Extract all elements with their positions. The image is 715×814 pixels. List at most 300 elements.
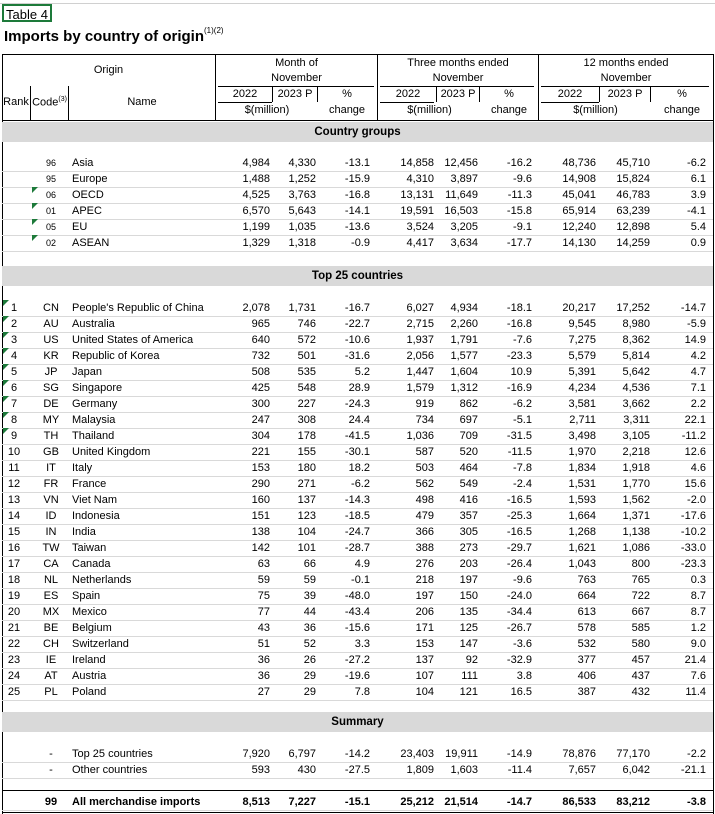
name-cell: United Kingdom: [72, 446, 151, 458]
month-2023-cell: 5,643: [288, 205, 316, 217]
rank-cell: 3: [10, 334, 18, 346]
three-2022-cell: 14,858: [400, 157, 434, 169]
three-2023-cell: 19,911: [445, 748, 478, 760]
header-twelve-sub-border: [541, 86, 709, 87]
twelve-2023-cell: 17,252: [616, 302, 650, 314]
three-2023-cell: 203: [459, 558, 478, 570]
country-row[interactable]: [0, 476, 715, 492]
cell-comment-indicator: [32, 203, 38, 209]
three-2023-cell: 11,649: [445, 189, 478, 201]
three-2023-cell: 862: [459, 398, 478, 410]
header-three-sub-border: [380, 86, 534, 87]
three-2022-cell: 498: [415, 494, 434, 506]
three-pct-cell: -18.1: [506, 302, 532, 314]
twelve-2023-cell: 46,783: [616, 189, 650, 201]
group-row[interactable]: [0, 155, 715, 171]
country-row[interactable]: [0, 604, 715, 620]
three-2022-cell: 503: [415, 462, 434, 474]
rank-cell: 24: [7, 670, 21, 682]
name-cell: Singapore: [72, 382, 123, 394]
twelve-2022-cell: 377: [577, 654, 596, 666]
month-pct-cell: -30.1: [344, 446, 370, 458]
twelve-pct-cell: 4.6: [690, 462, 706, 474]
month-2022-cell: 8,513: [242, 796, 270, 808]
month-pct-cell: -22.7: [344, 318, 370, 330]
title-footnote: (1)(2): [204, 26, 224, 35]
country-row[interactable]: [0, 524, 715, 540]
twelve-pct-cell: 4.7: [690, 366, 706, 378]
three-pct-cell: -25.3: [506, 510, 532, 522]
code-header: [31, 96, 68, 109]
section-summary: Summary: [2, 712, 713, 732]
code-cell: CH: [43, 638, 59, 650]
month-pct-cell: -27.2: [344, 654, 370, 666]
name-cell: Europe: [72, 173, 108, 185]
twelve-2022-cell: 7,657: [568, 764, 596, 776]
country-row[interactable]: [0, 636, 715, 652]
three-2022-cell: 587: [415, 446, 434, 458]
three-pct-cell: -15.8: [506, 205, 532, 217]
month-2023-cell: 66: [303, 558, 316, 570]
name-cell: Germany: [72, 398, 118, 410]
three-2023-cell: 3,897: [450, 173, 478, 185]
country-row[interactable]: [0, 316, 715, 332]
month-pct-cell: -14.2: [344, 748, 370, 760]
twelve-2023-cell: 437: [631, 670, 650, 682]
three-2022-cell: 479: [415, 510, 434, 522]
twelve-2023-cell: 83,212: [616, 796, 650, 808]
name-cell: Mexico: [72, 606, 107, 618]
month-pct-cell: -15.1: [344, 796, 370, 808]
twelve-pct-cell: 1.2: [690, 622, 706, 634]
month-pct-header: %: [342, 88, 352, 100]
rank-cell: 13: [7, 494, 21, 506]
country-row[interactable]: [0, 444, 715, 460]
three-2022-cell: 6,027: [406, 302, 434, 314]
code-cell: BE: [43, 622, 59, 634]
three-2022-cell: 919: [415, 398, 434, 410]
month-pct-cell: -13.1: [344, 157, 370, 169]
three-2022-cell: 25,212: [400, 796, 434, 808]
country-row[interactable]: [0, 332, 715, 348]
month-2022-cell: 63: [257, 558, 270, 570]
twelve-pct-cell: -17.6: [680, 510, 706, 522]
three-pct-cell: -31.5: [506, 430, 532, 442]
code-cell: SG: [43, 382, 59, 394]
country-row[interactable]: [0, 668, 715, 684]
twelve-pct-cell: -2.0: [687, 494, 706, 506]
month-pct-cell: 28.9: [348, 382, 370, 394]
three-change-header: change: [490, 104, 528, 116]
rank-cell: 25: [7, 686, 21, 698]
name-cell: France: [72, 478, 107, 490]
hdr-unit-line-3: [541, 102, 599, 103]
three-2023-cell: 3,634: [450, 237, 478, 249]
month-2022-cell: 59: [257, 574, 270, 586]
code-cell: -: [49, 764, 53, 776]
month-pct-cell: -48.0: [344, 590, 370, 602]
country-row[interactable]: [0, 460, 715, 476]
cell-comment-indicator: [3, 316, 9, 322]
name-cell: Italy: [72, 462, 93, 474]
three-2023-cell: 1,604: [450, 366, 478, 378]
month-2023-cell: 123: [297, 510, 316, 522]
month-2023-cell: 4,330: [288, 157, 316, 169]
group-row[interactable]: [0, 187, 715, 203]
rank-cell: 21: [7, 622, 21, 634]
three-pct-cell: -3.6: [513, 638, 532, 650]
three-pct-cell: -5.1: [513, 414, 532, 426]
name-cell: Indonesia: [72, 510, 120, 522]
twelve-pct-cell: -3.8: [687, 796, 706, 808]
twelve-pct-cell: -11.2: [681, 430, 706, 442]
twelve-2022-cell: 664: [577, 590, 596, 602]
code-cell: 99: [44, 796, 58, 808]
code-cell: AT: [44, 670, 58, 682]
three-pct-cell: -7.6: [513, 334, 532, 346]
cell-comment-indicator: [3, 364, 9, 370]
month-2022-cell: 36: [257, 654, 270, 666]
month-2023-cell: 52: [303, 638, 316, 650]
cell-text: Table 4: [6, 7, 48, 22]
month-pct-cell: -18.5: [344, 510, 370, 522]
three-2023-cell: 305: [459, 526, 478, 538]
month-2023-cell: 155: [297, 446, 316, 458]
three-2022-cell: 2,715: [406, 318, 434, 330]
twelve-2022-cell: 12,240: [562, 221, 596, 233]
name-cell: APEC: [72, 205, 102, 217]
rank-cell: 7: [10, 398, 18, 410]
twelve-2022-cell: 45,041: [562, 189, 596, 201]
three-pct-cell: -6.2: [513, 398, 532, 410]
twelve-2022-cell: 48,736: [562, 157, 596, 169]
month-2022-cell: 151: [251, 510, 270, 522]
code-cell: CA: [43, 558, 59, 570]
name-cell: Taiwan: [72, 542, 107, 554]
twelve-2022-cell: 65,914: [562, 205, 596, 217]
code-cell: TH: [43, 430, 59, 442]
three-2022-cell: 1,579: [406, 382, 434, 394]
month-2022-cell: 290: [251, 478, 270, 490]
three-2022-cell: 388: [415, 542, 434, 554]
summary-row[interactable]: [0, 746, 715, 762]
twelve-2022-cell: 9,545: [568, 318, 596, 330]
name-cell: Ireland: [72, 654, 106, 666]
code-cell: FR: [43, 478, 59, 490]
country-row[interactable]: [0, 364, 715, 380]
cell-comment-indicator: [3, 428, 9, 434]
three-2022-cell: 153: [415, 638, 434, 650]
month-pct-cell: -16.8: [344, 189, 370, 201]
month-pct-cell: -16.7: [344, 302, 370, 314]
twelve-2022-cell: 1,043: [568, 558, 596, 570]
three-pct-cell: -23.3: [506, 350, 532, 362]
month-2022-cell: 138: [251, 526, 270, 538]
three-2023-cell: 709: [459, 430, 478, 442]
rank-cell: 20: [7, 606, 21, 618]
month-pct-cell: -41.5: [344, 430, 370, 442]
rank-cell: 10: [7, 446, 21, 458]
name-cell: Poland: [72, 686, 107, 698]
three-2023-cell: 111: [461, 670, 478, 682]
three-2023-cell: 1,577: [450, 350, 478, 362]
month-2022-cell: 593: [251, 764, 270, 776]
group-row[interactable]: [0, 219, 715, 235]
three-pct-cell: -14.7: [506, 796, 532, 808]
month-2022-cell: 425: [251, 382, 270, 394]
month-2023-cell: 36: [303, 622, 316, 634]
month-2023-cell: 59: [303, 574, 316, 586]
twelve-2023-cell: 8,980: [622, 318, 650, 330]
code-cell: GB: [43, 446, 59, 458]
twelve-pct-cell: -6.2: [687, 157, 706, 169]
twelve-2023-header: 2023 P: [607, 88, 643, 100]
twelve-pct-cell: 11.4: [685, 686, 706, 698]
twelve-2023-cell: 667: [631, 606, 650, 618]
twelve-2023-cell: 1,770: [622, 478, 650, 490]
month-2023-cell: 1,035: [288, 221, 316, 233]
three-unit-header: $(million): [407, 104, 452, 116]
three-2023-header: 2023 P: [440, 88, 476, 100]
three-2023-cell: 147: [459, 638, 478, 650]
month-unit-header: $(million): [244, 104, 290, 116]
twelve-pct-cell: 3.9: [690, 189, 706, 201]
three-pct-cell: -11.5: [507, 446, 532, 458]
twelve-2023-cell: 5,642: [622, 366, 650, 378]
summary-row[interactable]: [0, 762, 715, 778]
twelve-2022-cell: 532: [577, 638, 596, 650]
three-2023-cell: 1,603: [450, 764, 478, 776]
code-cell: ES: [43, 590, 59, 602]
country-row[interactable]: [0, 508, 715, 524]
name-cell: Belgium: [72, 622, 112, 634]
month-2022-cell: 1,488: [242, 173, 270, 185]
twelve-2022-cell: 3,581: [568, 398, 596, 410]
total-row[interactable]: [0, 794, 715, 810]
three-pct-cell: -16.5: [506, 494, 532, 506]
country-row[interactable]: [0, 572, 715, 588]
month-header-line2: November: [271, 72, 322, 84]
total-top-border: [2, 790, 713, 791]
country-row[interactable]: [0, 540, 715, 556]
hdr-unit-line-1: [218, 102, 272, 103]
three-2022-cell: 23,403: [400, 748, 434, 760]
month-2022-cell: 27: [257, 686, 270, 698]
twelve-2022-cell: 578: [577, 622, 596, 634]
month-2023-cell: 308: [297, 414, 316, 426]
month-2022-cell: 640: [251, 334, 270, 346]
month-pct-cell: 18.2: [348, 462, 370, 474]
country-row[interactable]: [0, 492, 715, 508]
three-2022-cell: 104: [415, 686, 434, 698]
code-cell: JP: [44, 366, 58, 378]
month-2022-cell: 51: [257, 638, 270, 650]
country-row[interactable]: [0, 380, 715, 396]
three-2022-header: 2022: [395, 88, 421, 100]
rank-cell: 17: [7, 558, 21, 570]
twelve-pct-cell: -5.9: [687, 318, 706, 330]
three-pct-cell: -26.7: [506, 622, 532, 634]
rank-cell: 14: [7, 510, 21, 522]
cell-comment-indicator: [3, 396, 9, 402]
month-2022-cell: 2,078: [242, 302, 270, 314]
name-cell: EU: [72, 221, 88, 233]
code-cell: TW: [42, 542, 60, 554]
rank-cell: 18: [7, 574, 21, 586]
group-row[interactable]: [0, 171, 715, 187]
twelve-pct-cell: -14.7: [680, 302, 706, 314]
twelve-pct-cell: 0.9: [690, 237, 706, 249]
three-pct-cell: -16.9: [506, 382, 532, 394]
three-2023-cell: 92: [465, 654, 478, 666]
three-2023-cell: 549: [459, 478, 478, 490]
selected-cell[interactable]: [2, 4, 52, 22]
month-2023-cell: 39: [303, 590, 316, 602]
three-2023-cell: 125: [459, 622, 478, 634]
month-pct-cell: -14.1: [344, 205, 370, 217]
month-2023-cell: 271: [297, 478, 316, 490]
country-row[interactable]: [0, 396, 715, 412]
month-2022-cell: 300: [251, 398, 270, 410]
name-cell: Australia: [72, 318, 115, 330]
three-pct-cell: -24.0: [506, 590, 532, 602]
month-pct-cell: -27.5: [344, 764, 370, 776]
country-row[interactable]: [0, 620, 715, 636]
twelve-2022-cell: 1,593: [568, 494, 596, 506]
country-row[interactable]: [0, 652, 715, 668]
twelve-2023-cell: 800: [631, 558, 650, 570]
three-2022-cell: 366: [415, 526, 434, 538]
code-cell: MY: [42, 414, 60, 426]
month-change-header: change: [328, 104, 366, 116]
twelve-2022-cell: 3,498: [568, 430, 596, 442]
country-row[interactable]: [0, 348, 715, 364]
group-row[interactable]: [0, 235, 715, 251]
month-2023-cell: 227: [297, 398, 316, 410]
twelve-2023-cell: 15,824: [616, 173, 650, 185]
three-2022-cell: 218: [415, 574, 434, 586]
three-pct-cell: -29.7: [506, 542, 532, 554]
month-2023-cell: 3,763: [288, 189, 316, 201]
twelve-2023-cell: 1,562: [622, 494, 650, 506]
month-2023-cell: 746: [297, 318, 316, 330]
code-cell: 02: [45, 238, 56, 248]
country-row[interactable]: [0, 300, 715, 316]
header-top-border: [2, 54, 713, 55]
month-2023-cell: 6,797: [288, 748, 316, 760]
month-2023-header: 2023 P: [277, 88, 313, 100]
name-cell: Switzerland: [72, 638, 129, 650]
month-2022-cell: 965: [251, 318, 270, 330]
three-pct-cell: -9.1: [513, 221, 532, 233]
code-cell: IE: [45, 654, 57, 666]
code-header-text: Code: [32, 96, 59, 109]
twelve-2023-cell: 12,898: [616, 221, 650, 233]
twelve-2023-cell: 77,170: [616, 748, 650, 760]
month-2023-cell: 548: [297, 382, 316, 394]
month-2023-cell: 180: [297, 462, 316, 474]
twelve-2022-cell: 763: [577, 574, 596, 586]
twelve-pct-header: %: [677, 88, 687, 100]
origin-header: Origin: [93, 64, 124, 76]
three-2022-cell: 562: [415, 478, 434, 490]
month-2022-cell: 142: [251, 542, 270, 554]
rank-cell: 16: [7, 542, 21, 554]
name-cell: Other countries: [72, 764, 148, 776]
month-2023-cell: 1,318: [288, 237, 316, 249]
cell-comment-indicator: [3, 380, 9, 386]
twelve-2023-cell: 580: [631, 638, 650, 650]
twelve-2023-cell: 5,814: [622, 350, 650, 362]
twelve-2022-cell: 14,130: [562, 237, 596, 249]
twelve-2023-cell: 8,362: [622, 334, 650, 346]
twelve-2022-cell: 5,579: [568, 350, 596, 362]
three-2023-cell: 197: [459, 574, 478, 586]
code-cell: DE: [43, 398, 59, 410]
twelve-2023-cell: 1,918: [622, 462, 650, 474]
section-top25: Top 25 countries: [2, 266, 713, 286]
twelve-pct-cell: 5.4: [690, 221, 706, 233]
code-cell: ID: [45, 510, 57, 522]
cell-comment-indicator: [32, 219, 38, 225]
country-row[interactable]: [0, 556, 715, 572]
country-row[interactable]: [0, 684, 715, 700]
three-2022-cell: 107: [415, 670, 434, 682]
name-cell: All merchandise imports: [72, 796, 201, 808]
twelve-header-line2: November: [600, 72, 652, 84]
twelve-pct-cell: 0.3: [690, 574, 706, 586]
group-row[interactable]: [0, 203, 715, 219]
three-2022-cell: 276: [415, 558, 434, 570]
country-row[interactable]: [0, 412, 715, 428]
rank-cell: 4: [10, 350, 18, 362]
cell-comment-indicator: [3, 412, 9, 418]
twelve-2023-cell: 432: [631, 686, 650, 698]
twelve-pct-cell: 7.6: [690, 670, 706, 682]
country-row[interactable]: [0, 428, 715, 444]
twelve-2022-cell: 1,621: [568, 542, 596, 554]
twelve-2023-cell: 2,218: [622, 446, 650, 458]
month-2022-cell: 75: [257, 590, 270, 602]
twelve-2022-cell: 387: [577, 686, 596, 698]
code-cell: IT: [46, 462, 56, 474]
three-2022-cell: 171: [415, 622, 434, 634]
twelve-2023-cell: 14,259: [616, 237, 650, 249]
name-cell: Viet Nam: [72, 494, 118, 506]
row-gridline: [2, 700, 713, 701]
three-pct-cell: -14.9: [506, 748, 532, 760]
country-row[interactable]: [0, 588, 715, 604]
rank-cell: 12: [7, 478, 21, 490]
name-cell: Asia: [72, 157, 94, 169]
name-cell: OECD: [72, 189, 104, 201]
month-header-line1: Month of: [275, 57, 318, 69]
code-cell: 05: [45, 222, 56, 232]
twelve-2022-cell: 5,391: [568, 366, 596, 378]
month-2022-header: 2022: [232, 88, 258, 100]
twelve-pct-cell: 8.7: [690, 590, 706, 602]
three-pct-cell: -9.6: [513, 574, 532, 586]
three-2022-cell: 1,809: [406, 764, 434, 776]
month-2022-cell: 77: [257, 606, 270, 618]
three-2022-cell: 734: [415, 414, 434, 426]
name-header: Name: [127, 96, 157, 108]
month-pct-cell: -19.6: [344, 670, 370, 682]
twelve-2023-cell: 3,105: [622, 430, 650, 442]
name-cell: People's Republic of China: [72, 302, 204, 314]
twelve-2023-cell: 1,086: [622, 542, 650, 554]
month-2022-cell: 153: [251, 462, 270, 474]
